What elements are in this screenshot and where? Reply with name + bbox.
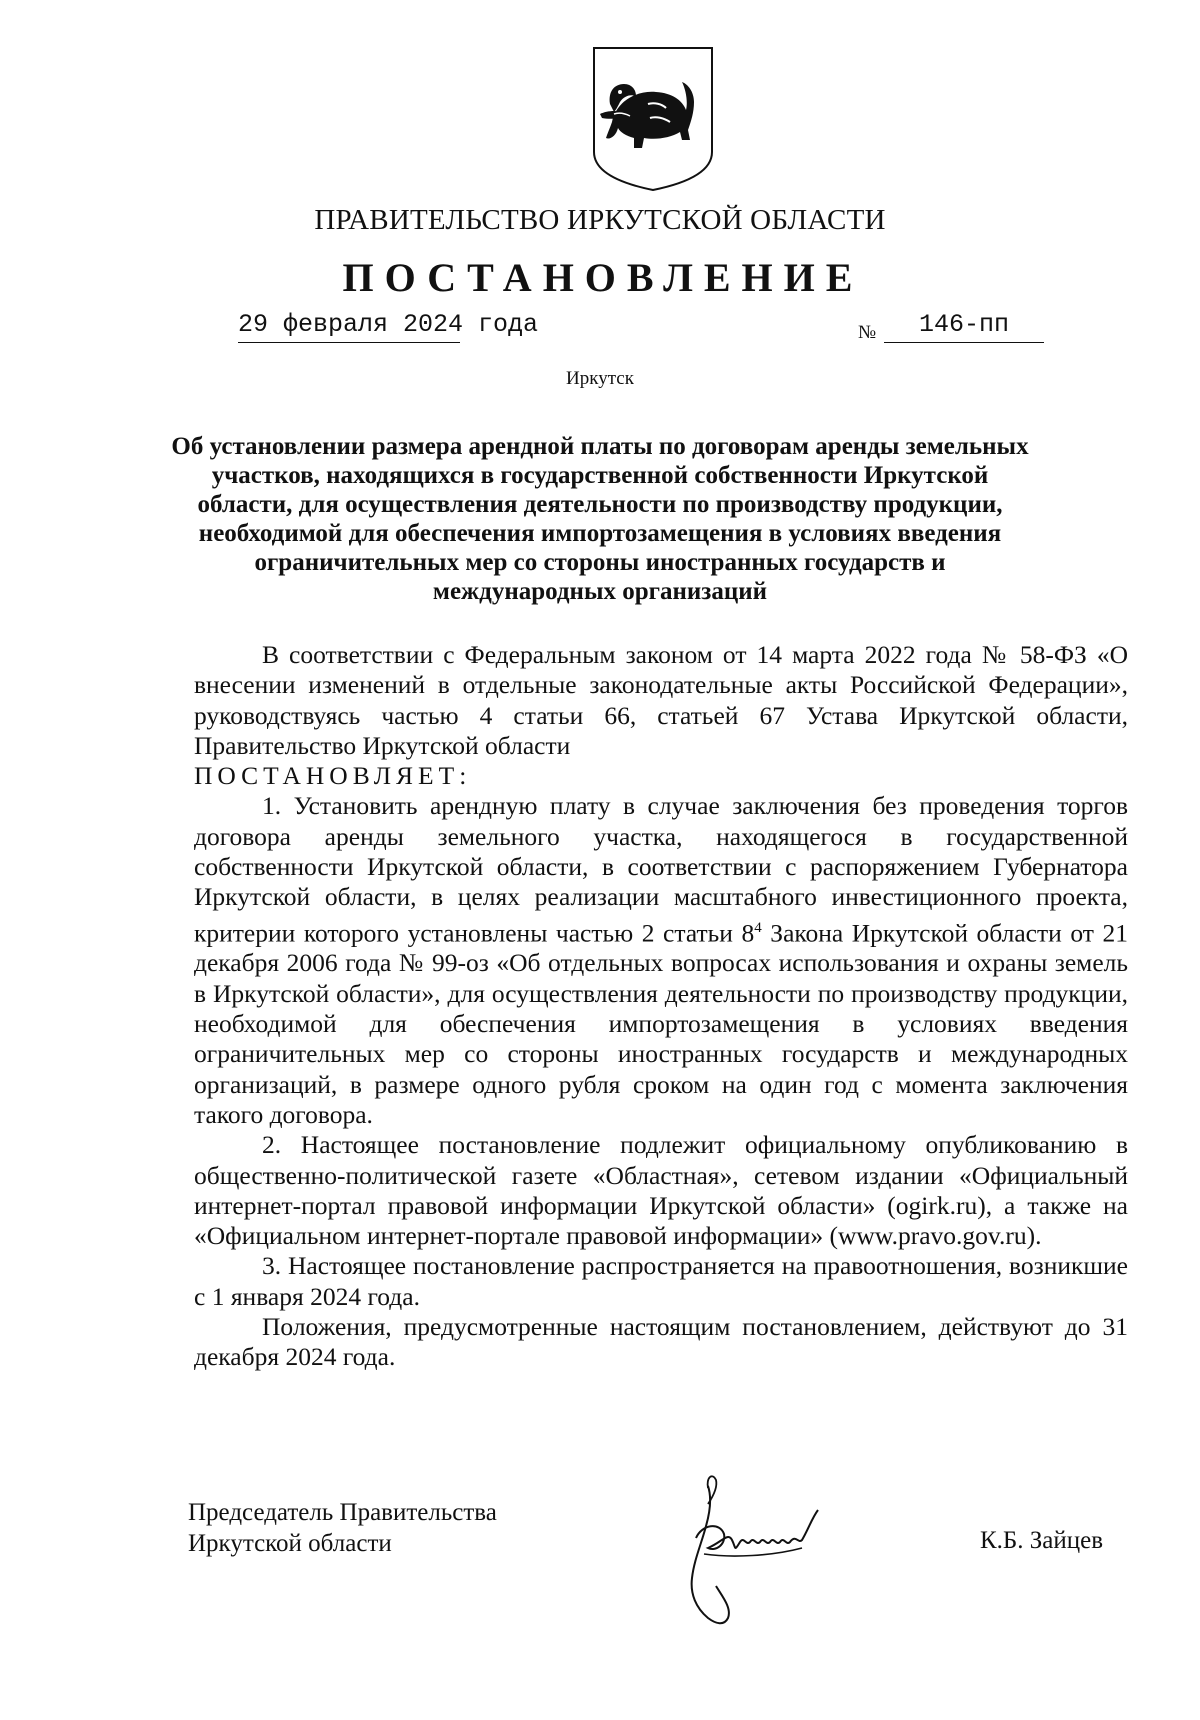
signatory-position [188, 1497, 497, 1559]
signatory-name: К.Б. Зайцев [980, 1527, 1104, 1554]
number-label: № [858, 322, 877, 343]
government-name: ПРАВИТЕЛЬСТВО ИРКУТСКОЙ ОБЛАСТИ [314, 204, 886, 236]
irkutsk-coat-of-arms-icon [590, 44, 716, 194]
decree-number: 146-пп [884, 310, 1044, 343]
decree-body [194, 640, 1128, 1373]
document-type-heading: ПОСТАНОВЛЕНИЕ [342, 255, 864, 300]
signatory-position-line-1: Председатель Правительства [188, 1499, 497, 1526]
issuing-city: Иркутск [566, 368, 634, 389]
clause-1-text-end: Закона Иркутской области от 21 декабря 2006 года № 99-оз «Об отдельных вопросах использования и охраны земель в Иркутской области», для осуществления деятельности по производству продукции, необходимой для обеспечения импортозамещения в условиях введения ограничительных мер со стороны иностранных государств и международных организаций, в размере одного рубля сроком на один год с момента заключения такого договора. [194, 918, 1128, 1129]
decree-date: 29 февраля 2024 года [238, 310, 460, 343]
clause-1-superscript: 4 [754, 919, 762, 936]
signatory-position-line-2: Иркутской области [188, 1530, 392, 1557]
preamble-paragraph: В соответствии с Федеральным законом от 14 марта 2022 года № 58-ФЗ «О внесении изменений в отдельные законодательные акты Российской Федерации», руководствуясь частью 4 статьи 66, статьей 67 Устава Иркутской области, Правительство Иркутской области [194, 640, 1128, 760]
resolves-word: ПОСТАНОВЛЯЕТ: [194, 761, 472, 791]
validity-paragraph: Положения, предусмотренные настоящим постановлением, действуют до 31 декабря 2024 года. [194, 1312, 1128, 1372]
clause-1 [194, 791, 1128, 1130]
clause-1-text-start: 1. Установить арендную плату в случае заключения без проведения торгов договора аренды земельного участка, находящегося в государственной собственности Иркутской области, в соответствии с распоряжением Губернатора Иркутской области, в целях реализации масштабного инвестиционного проекта, критерии которого установлены частью 2 статьи 8 [194, 791, 1128, 948]
decree-title: Об установлении размера арендной платы по договорам аренды земельных участков, находящихся в государственной собственности Иркутской области, для осуществления деятельности по производству продукции, необходимой для обеспечения импортозамещения в условиях введения ограничительных мер со стороны иностранных государств и международных организаций [171, 433, 1029, 605]
clause-2: 2. Настоящее постановление подлежит официальному опубликованию в общественно-политической газете «Областная», сетевом издании «Официальный интернет-портал правовой информации Иркутской области» (ogirk.ru), а также на «Официальном интернет-портале правовой информации» (www.pravo.gov.ru). [194, 1130, 1128, 1251]
clause-3: 3. Настоящее постановление распространяется на правоотношения, возникшие с 1 января 2024 года. [194, 1251, 1128, 1311]
handwritten-signature-icon [672, 1468, 902, 1638]
